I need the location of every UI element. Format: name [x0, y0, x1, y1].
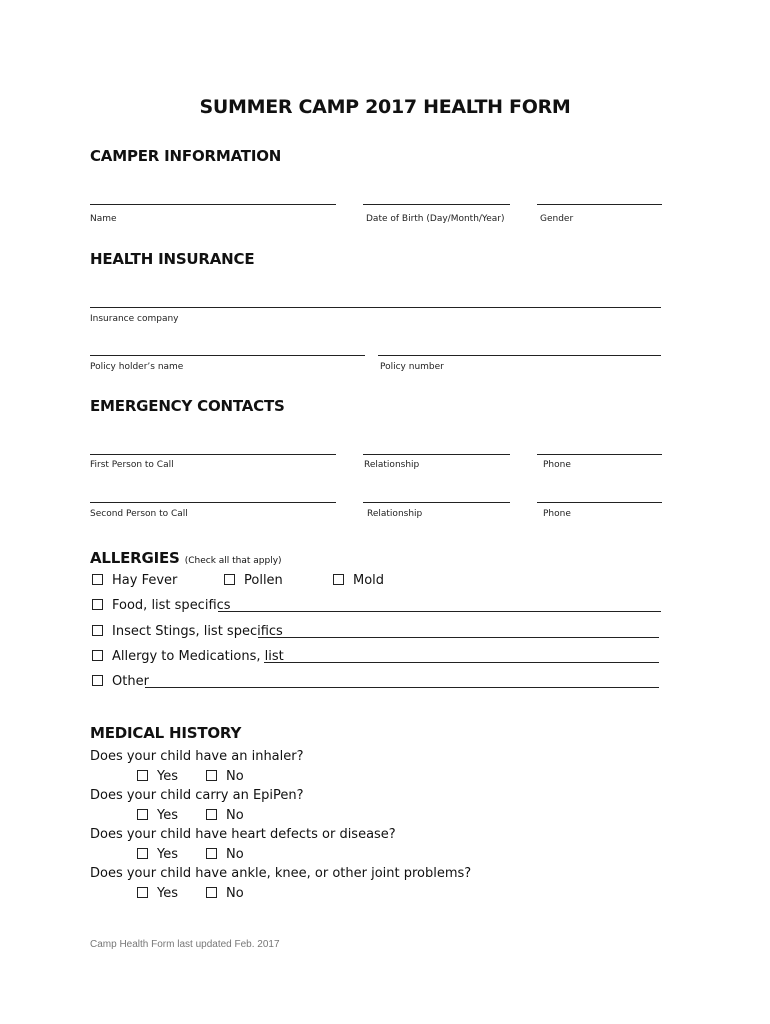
second-person-field[interactable]: [90, 502, 336, 503]
insurance-company-field[interactable]: [90, 307, 661, 308]
inhaler-yes-checkbox[interactable]: [137, 770, 148, 781]
medications-option[interactable]: [92, 649, 284, 664]
policy-number-label: Policy number: [380, 362, 444, 372]
yes-label: Yes: [157, 886, 178, 901]
inhaler-question: Does your child have an inhaler?: [90, 749, 304, 764]
joint-yes-option[interactable]: [137, 886, 178, 901]
form-title: SUMMER CAMP 2017 HEALTH FORM: [199, 96, 571, 118]
medications-label: Allergy to Medications, list: [112, 649, 284, 664]
phone-2-label: Phone: [543, 509, 571, 519]
no-label: No: [226, 769, 244, 784]
no-label: No: [226, 886, 244, 901]
date-of-birth-field[interactable]: [363, 204, 510, 205]
other-field[interactable]: [145, 687, 659, 688]
pollen-option[interactable]: [224, 573, 283, 588]
date-of-birth-label: Date of Birth (Day/Month/Year): [366, 214, 505, 224]
relationship-1-label: Relationship: [364, 460, 420, 470]
no-label: No: [226, 808, 244, 823]
policy-holder-label: Policy holder’s name: [90, 362, 184, 372]
policy-holder-field[interactable]: [90, 355, 365, 356]
camper-information-heading: CAMPER INFORMATION: [90, 147, 282, 165]
gender-field[interactable]: [537, 204, 662, 205]
food-checkbox[interactable]: [92, 599, 103, 610]
heart-no-checkbox[interactable]: [206, 848, 217, 859]
no-label: No: [226, 847, 244, 862]
insurance-company-label: Insurance company: [90, 314, 179, 324]
heart-question: Does your child have heart defects or disease?: [90, 827, 396, 842]
name-field[interactable]: [90, 204, 336, 205]
emergency-contacts-heading: EMERGENCY CONTACTS: [90, 397, 285, 415]
food-specifics-field[interactable]: [218, 611, 661, 612]
first-person-field[interactable]: [90, 454, 336, 455]
joint-no-checkbox[interactable]: [206, 887, 217, 898]
other-label: Other: [112, 674, 149, 689]
yes-label: Yes: [157, 769, 178, 784]
heart-yes-checkbox[interactable]: [137, 848, 148, 859]
insect-checkbox[interactable]: [92, 625, 103, 636]
heart-yes-option[interactable]: [137, 847, 178, 862]
insect-option[interactable]: [92, 624, 283, 639]
health-insurance-heading: HEALTH INSURANCE: [90, 250, 255, 268]
relationship-1-field[interactable]: [363, 454, 510, 455]
phone-2-field[interactable]: [537, 502, 662, 503]
first-person-label: First Person to Call: [90, 460, 174, 470]
epipen-yes-checkbox[interactable]: [137, 809, 148, 820]
name-label: Name: [90, 214, 117, 224]
mold-checkbox[interactable]: [333, 574, 344, 585]
insect-label: Insect Stings, list specifics: [112, 624, 283, 639]
other-checkbox[interactable]: [92, 675, 103, 686]
insect-specifics-field[interactable]: [258, 637, 659, 638]
epipen-no-checkbox[interactable]: [206, 809, 217, 820]
epipen-question: Does your child carry an EpiPen?: [90, 788, 304, 803]
phone-1-label: Phone: [543, 460, 571, 470]
gender-label: Gender: [540, 214, 574, 224]
pollen-checkbox[interactable]: [224, 574, 235, 585]
medications-checkbox[interactable]: [92, 650, 103, 661]
food-label: Food, list specifics: [112, 598, 231, 613]
pollen-label: Pollen: [244, 573, 283, 588]
mold-option[interactable]: [333, 573, 384, 588]
second-person-label: Second Person to Call: [90, 509, 188, 519]
phone-1-field[interactable]: [537, 454, 662, 455]
other-option[interactable]: [92, 674, 149, 689]
mold-label: Mold: [353, 573, 385, 588]
medications-list-field[interactable]: [264, 662, 659, 663]
footer-note: Camp Health Form last updated Feb. 2017: [90, 939, 280, 950]
yes-label: Yes: [157, 847, 178, 862]
epipen-no-option[interactable]: [206, 808, 244, 823]
inhaler-no-option[interactable]: [206, 769, 244, 784]
inhaler-yes-option[interactable]: [137, 769, 178, 784]
joint-no-option[interactable]: [206, 886, 244, 901]
joint-yes-checkbox[interactable]: [137, 887, 148, 898]
joint-question: Does your child have ankle, knee, or other joint problems?: [90, 866, 472, 881]
medical-history-heading: MEDICAL HISTORY: [90, 724, 242, 742]
policy-number-field[interactable]: [378, 355, 661, 356]
hay-fever-label: Hay Fever: [112, 573, 178, 588]
allergies-heading: [90, 549, 282, 567]
allergies-title: ALLERGIES: [90, 549, 180, 567]
inhaler-no-checkbox[interactable]: [206, 770, 217, 781]
allergies-note: (Check all that apply): [184, 556, 282, 566]
food-option[interactable]: [92, 598, 231, 613]
hay-fever-option[interactable]: [92, 573, 177, 588]
hay-fever-checkbox[interactable]: [92, 574, 103, 585]
relationship-2-field[interactable]: [363, 502, 510, 503]
epipen-yes-option[interactable]: [137, 808, 178, 823]
relationship-2-label: Relationship: [367, 509, 423, 519]
yes-label: Yes: [157, 808, 178, 823]
heart-no-option[interactable]: [206, 847, 244, 862]
